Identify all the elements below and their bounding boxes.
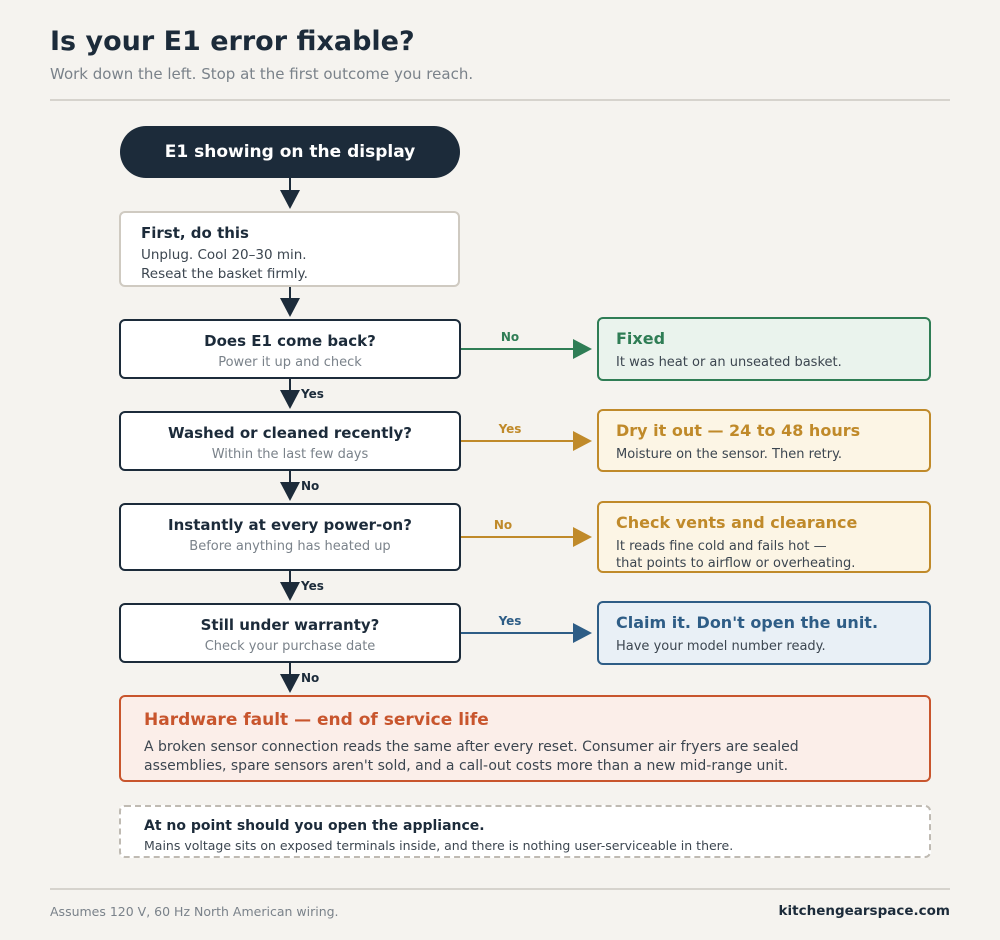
hardware-fault-text — [144, 738, 929, 776]
arrowhead-q2 — [280, 390, 300, 409]
first-step-line: Unplug. Cool 20–30 min. — [141, 247, 307, 263]
outcome-claim-warranty — [597, 601, 931, 665]
safety-warning-text: Mains voltage sits on exposed terminals inside, and there is nothing user-serviceable in there. — [144, 838, 734, 853]
question-washed — [119, 411, 461, 471]
footer-site: kitchengearspace.com — [778, 903, 950, 919]
branch-label-q4-side: Yes — [498, 614, 522, 628]
branch-label-q3-side: No — [493, 518, 513, 532]
outcome-check-vents — [597, 501, 931, 573]
arrowhead-q4 — [280, 582, 300, 601]
page-subtitle: Work down the left. Stop at the first outcome you reach. — [50, 65, 474, 83]
branch-label-q2-down: No — [301, 479, 320, 493]
outcome-title: Claim it. Don't open the unit. — [616, 613, 879, 632]
safety-warning-title: At no point should you open the appliance. — [144, 818, 485, 834]
footer-divider — [50, 888, 950, 890]
question-subtitle: Check your purchase date — [204, 639, 376, 654]
first-step-title: First, do this — [141, 224, 249, 242]
first-step-line: Reseat the basket firmly. — [141, 266, 308, 282]
hardware-fault-box — [119, 695, 931, 782]
arrowhead-vents — [573, 527, 592, 547]
footer-note: Assumes 120 V, 60 Hz North American wiring. — [50, 904, 339, 919]
hardware-fault-line: A broken sensor connection reads the same after every reset. Consumer air fryers are sealed — [144, 739, 799, 755]
question-title: Washed or cleaned recently? — [167, 424, 413, 442]
outcome-title: Fixed — [616, 329, 666, 348]
outcome-line: that points to airflow or overheating. — [616, 556, 856, 571]
outcome-line: It reads fine cold and fails hot — — [616, 539, 827, 554]
outcome-fixed — [597, 317, 931, 381]
arrowhead-fixed — [573, 339, 592, 359]
outcome-text: It was heat or an unseated basket. — [616, 355, 842, 370]
branch-label-q1-side: No — [500, 330, 520, 344]
first-step-box — [119, 211, 460, 287]
question-subtitle: Power it up and check — [218, 355, 362, 370]
start-node — [120, 126, 460, 178]
arrowhead-claim — [573, 623, 592, 643]
outcome-text: Moisture on the sensor. Then retry. — [616, 447, 843, 462]
outcome-title: Dry it out — 24 to 48 hours — [616, 421, 861, 440]
arrowhead-q1 — [280, 298, 300, 317]
question-title: Still under warranty? — [200, 616, 380, 634]
question-power-on — [119, 503, 461, 571]
question-subtitle: Within the last few days — [211, 447, 369, 462]
outcome-dry-out — [597, 409, 931, 472]
start-label: E1 showing on the display — [164, 142, 416, 162]
arrowhead-q3 — [280, 482, 300, 501]
branch-label-q2-side: Yes — [498, 422, 522, 436]
outcome-text — [616, 538, 929, 572]
branch-label-q1-down: Yes — [301, 387, 324, 401]
question-subtitle: Before anything has heated up — [189, 539, 391, 554]
hardware-fault-title: Hardware fault — end of service life — [144, 710, 489, 730]
question-title: Instantly at every power-on? — [168, 516, 412, 534]
arrowhead-hw — [280, 674, 300, 693]
branch-label-q4-down: No — [301, 671, 320, 685]
question-warranty — [119, 603, 461, 663]
branch-label-q3-down: Yes — [301, 579, 324, 593]
arrowhead-first — [280, 190, 300, 209]
hardware-fault-line: assemblies, spare sensors aren't sold, and a call-out costs more than a new mid-range unit. — [144, 758, 789, 774]
arrowhead-dry — [573, 431, 592, 451]
question-title: Does E1 come back? — [204, 332, 376, 350]
outcome-text: Have your model number ready. — [616, 639, 826, 654]
safety-warning-box — [119, 805, 931, 858]
outcome-title: Check vents and clearance — [616, 513, 858, 532]
page-title: Is your E1 error fixable? — [50, 26, 415, 57]
question-e1-returns — [119, 319, 461, 379]
